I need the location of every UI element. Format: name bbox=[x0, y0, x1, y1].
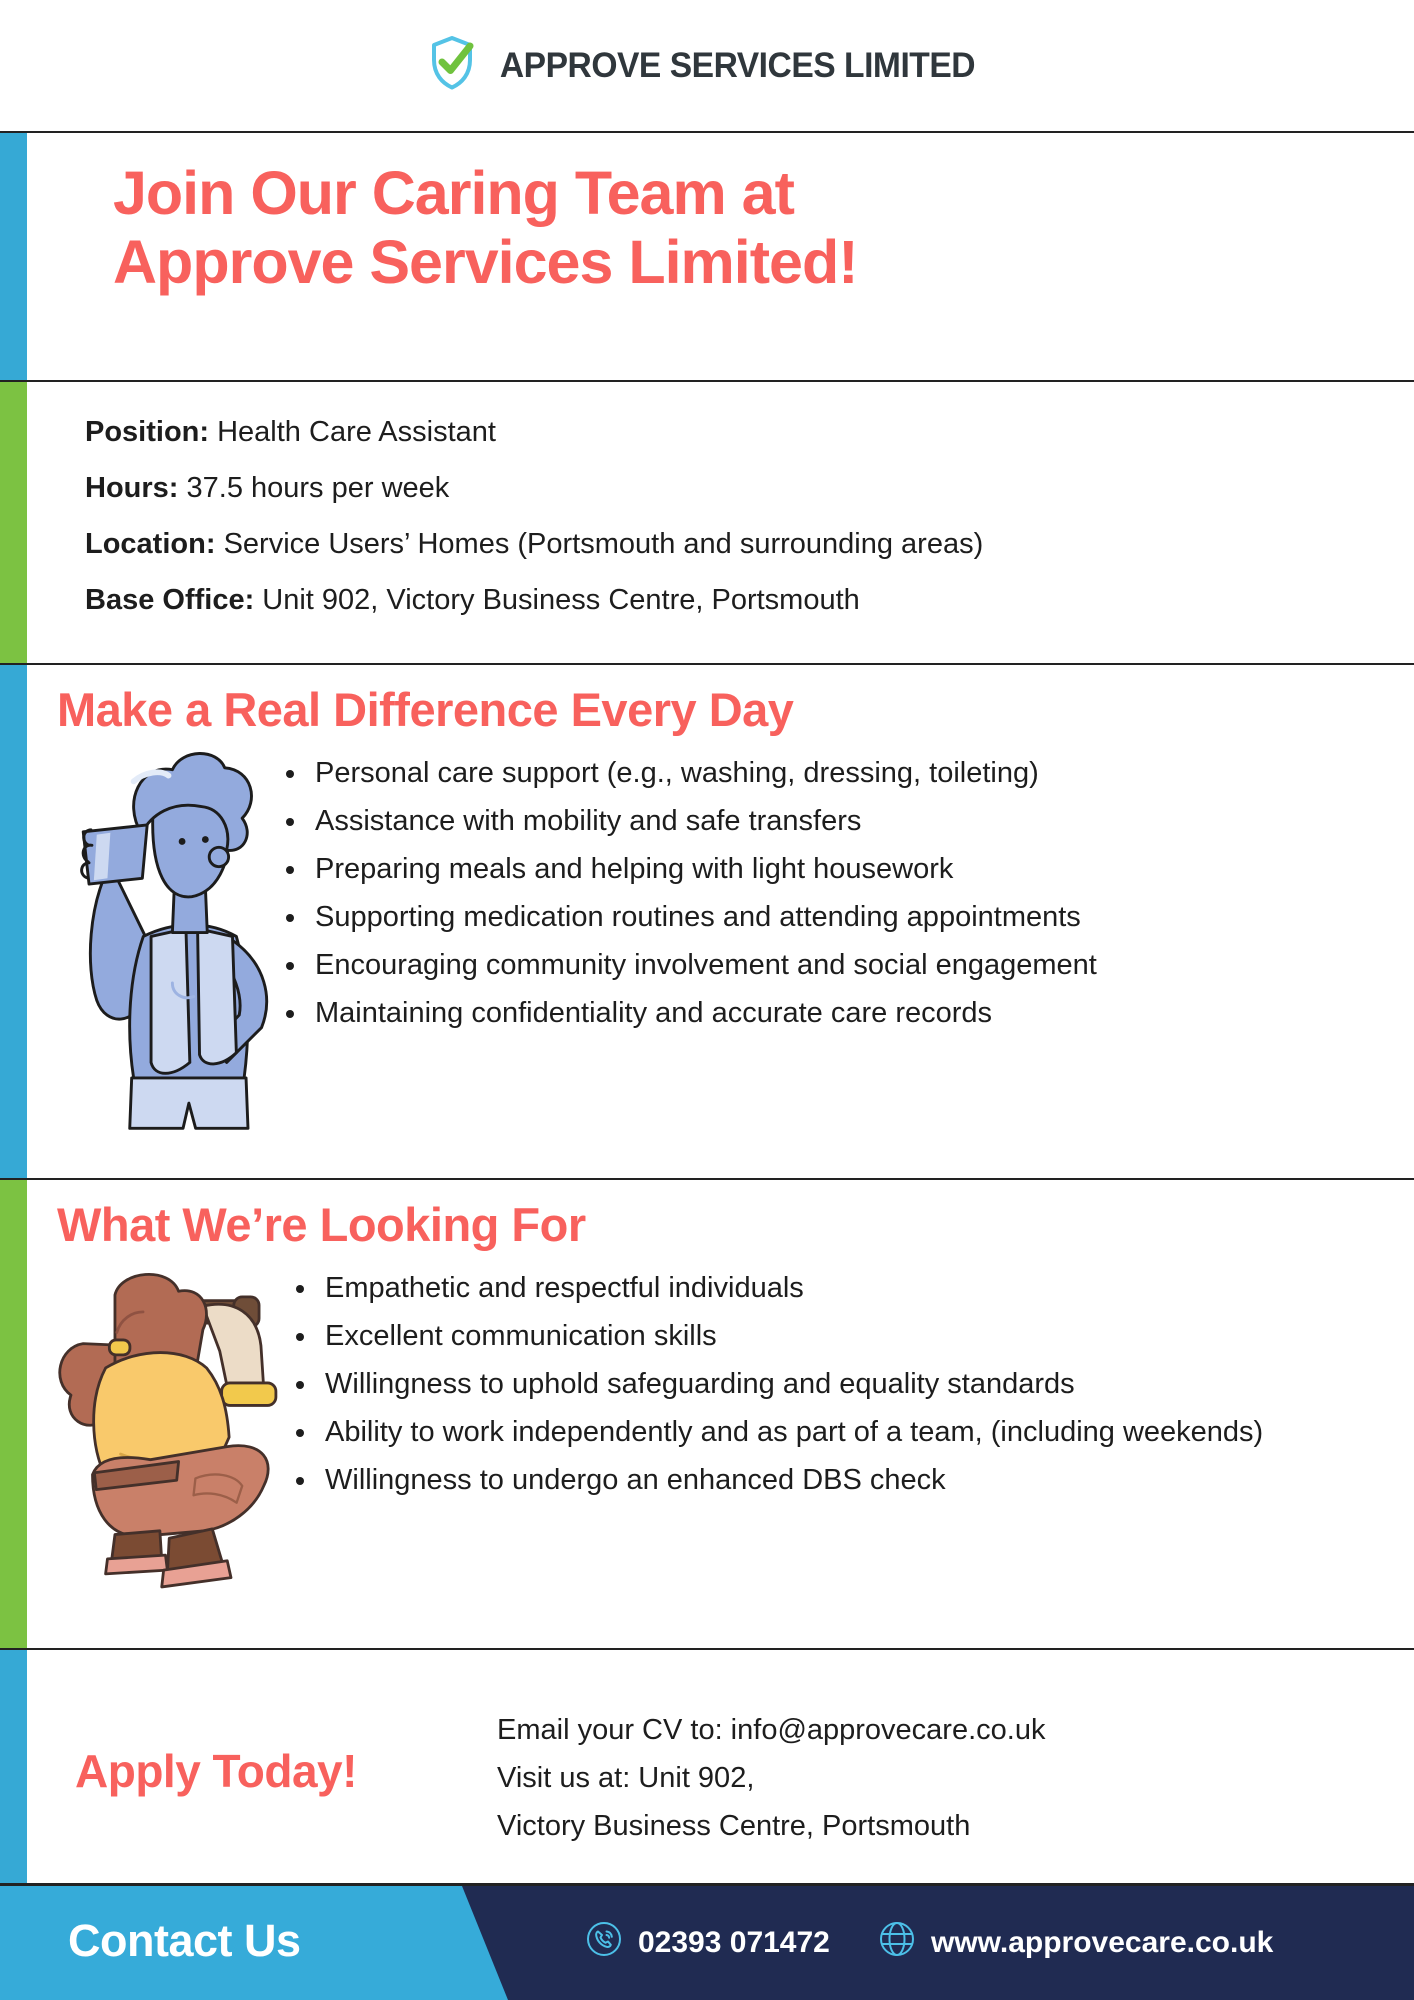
footer-website-url: www.approvecare.co.uk bbox=[931, 1926, 1274, 1959]
job-details-section bbox=[0, 380, 1414, 663]
detail-label: Base Office: bbox=[85, 584, 255, 616]
hero-section bbox=[0, 131, 1414, 380]
accent-strip bbox=[0, 665, 27, 1178]
list-item: • Ability to work independently and as part of a team, (including weekends) bbox=[319, 1412, 1352, 1452]
list-item: • Preparing meals and helping with light housework bbox=[309, 849, 1352, 889]
list-item: • Maintaining confidentiality and accurate care records bbox=[309, 993, 1352, 1033]
brand-name: APPROVE SERVICES LIMITED bbox=[499, 45, 976, 85]
apply-heading: Apply Today! bbox=[75, 1745, 357, 1797]
footer-phone-number: 02393 071472 bbox=[638, 1926, 830, 1959]
duties-heading: Make a Real Difference Every Day bbox=[57, 683, 794, 736]
accent-strip bbox=[0, 1650, 27, 1883]
apply-email-line: Email your CV to: info@approvecare.co.uk bbox=[497, 1714, 1046, 1746]
requirements-list bbox=[289, 1268, 1414, 1508]
shield-check-icon bbox=[429, 35, 476, 96]
apply-address-line: Victory Business Centre, Portsmouth bbox=[497, 1810, 971, 1842]
globe-icon bbox=[878, 1920, 916, 1966]
list-item: • Encouraging community involvement and social engagement bbox=[309, 945, 1352, 985]
detail-label: Location: bbox=[85, 528, 216, 560]
hero-title-line1: Join Our Caring Team at bbox=[113, 159, 794, 227]
apply-visit-line: Visit us at: Unit 902, bbox=[497, 1762, 755, 1794]
hero-title-line2: Approve Services Limited! bbox=[113, 227, 858, 296]
detail-label: Position: bbox=[85, 416, 210, 448]
list-item: • Assistance with mobility and safe transfers bbox=[309, 801, 1352, 841]
list-item: • Willingness to undergo an enhanced DBS check bbox=[319, 1460, 1352, 1500]
detail-value: 37.5 hours per week bbox=[186, 472, 450, 504]
footer-website-group bbox=[878, 1920, 1273, 1966]
detail-position bbox=[85, 412, 1374, 452]
accent-strip bbox=[0, 382, 27, 663]
phone-icon bbox=[585, 1920, 623, 1966]
requirements-heading: What We’re Looking For bbox=[57, 1198, 586, 1251]
brand-header bbox=[0, 0, 1414, 131]
list-item: • Supporting medication routines and attending appointments bbox=[309, 897, 1352, 937]
detail-label: Hours: bbox=[85, 472, 179, 504]
detail-value: Service Users’ Homes (Portsmouth and surrounding areas) bbox=[223, 528, 984, 560]
accent-strip bbox=[0, 1180, 27, 1648]
detail-value: Health Care Assistant bbox=[217, 416, 496, 448]
detail-value: Unit 902, Victory Business Centre, Portsmouth bbox=[262, 584, 860, 616]
list-item: • Empathetic and respectful individuals bbox=[319, 1268, 1352, 1308]
duties-list bbox=[279, 753, 1414, 1041]
contact-us-label: Contact Us bbox=[68, 1914, 301, 1966]
contact-footer bbox=[0, 1883, 1414, 2000]
list-item: • Personal care support (e.g., washing, dressing, toileting) bbox=[309, 753, 1352, 793]
drinking-person-illustration bbox=[27, 737, 279, 1132]
requirements-section bbox=[0, 1178, 1414, 1648]
detail-hours bbox=[85, 468, 1374, 508]
detail-base-office bbox=[85, 580, 1374, 620]
list-item: • Excellent communication skills bbox=[319, 1316, 1352, 1356]
duties-section bbox=[0, 663, 1414, 1178]
footer-phone-group bbox=[585, 1920, 830, 1966]
accent-strip bbox=[0, 133, 27, 380]
detail-location bbox=[85, 524, 1374, 564]
list-item: • Willingness to uphold safeguarding and equality standards bbox=[319, 1364, 1352, 1404]
apply-contact-block bbox=[497, 1650, 1414, 1850]
apply-section bbox=[0, 1648, 1414, 1883]
binoculars-person-illustration bbox=[27, 1252, 289, 1600]
